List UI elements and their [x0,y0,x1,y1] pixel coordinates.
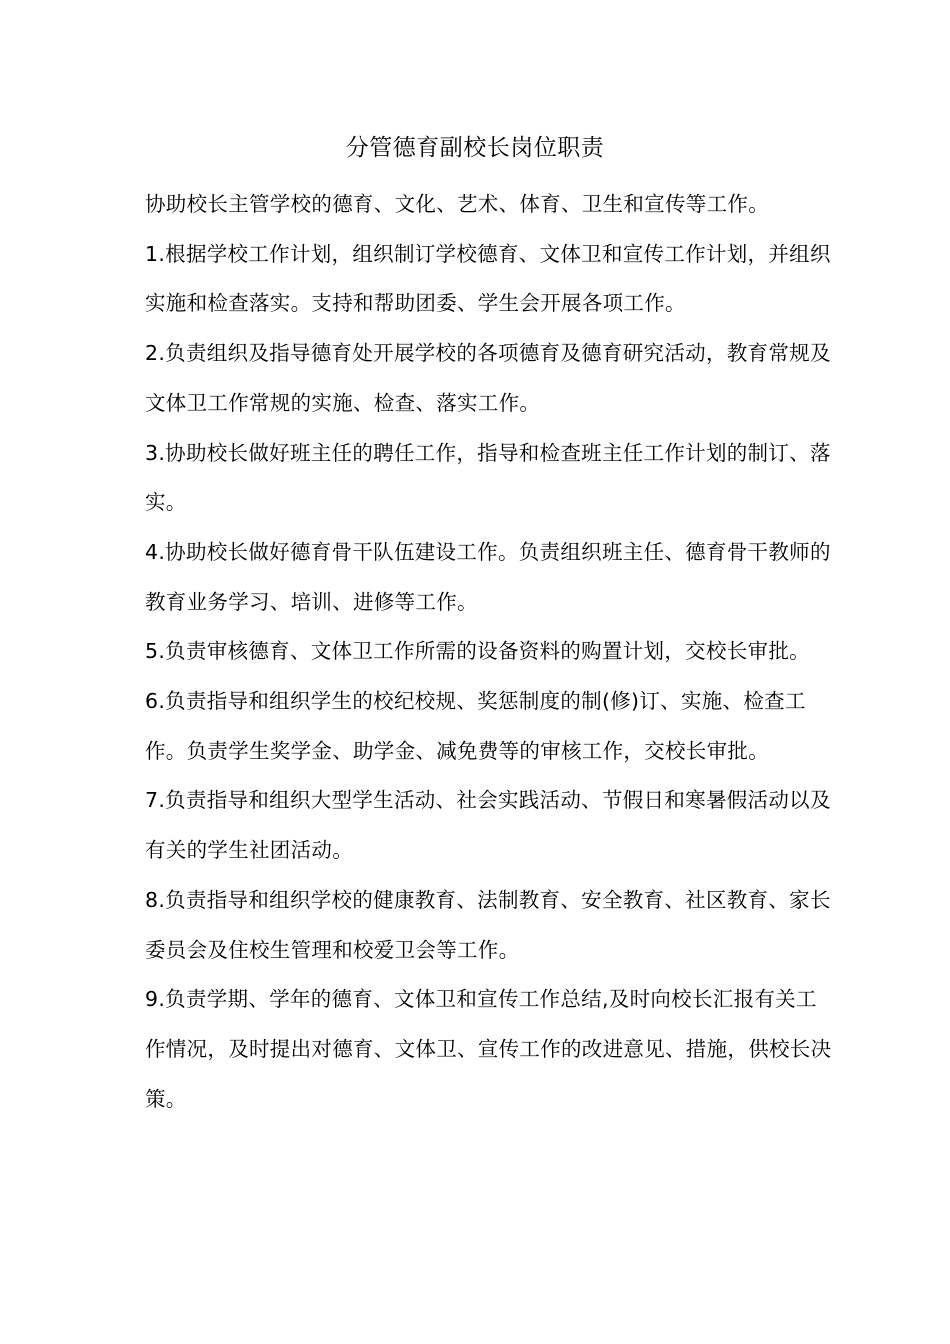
intro-paragraph: 协助校长主管学校的德育、文化、艺术、体育、卫生和宣传等工作。 [145,192,769,216]
duty-item-1: 1.根据学校工作计划，组织制订学校德育、文体卫和宣传工作计划，并组织实施和检查落实。支持和帮助团委、学生会开展各项工作。 [145,241,831,316]
duty-item-6: 6.负责指导和组织学生的校纪校规、奖惩制度的制(修)订、实施、检查工作。负责学生奖学金、助学金、减免费等的审核工作，交校长审批。 [145,689,806,763]
duty-item-4: 4.协助校长做好德育骨干队伍建设工作。负责组织班主任、德育骨干教师的教育业务学习、培训、进修等工作。 [145,539,831,614]
duty-item-3: 3.协助校长做好班主任的聘任工作，指导和检查班主任工作计划的制订、落实。 [145,440,831,515]
duty-item-2: 2.负责组织及指导德育处开展学校的各项德育及德育研究活动，教育常规及文体卫工作常规的实施、检查、落实工作。 [145,341,831,415]
duty-item-8: 8.负责指导和组织学校的健康教育、法制教育、安全教育、社区教育、家长委员会及住校生管理和校爱卫会等工作。 [145,887,831,962]
duty-item-7: 7.负责指导和组织大型学生活动、社会实践活动、节假日和寒暑假活动以及有关的学生社团活动。 [145,788,831,863]
duty-item-5: 5.负责审核德育、文体卫工作所需的设备资料的购置计划，交校长审批。 [145,639,810,664]
duty-item-9: 9.负责学期、学年的德育、文体卫和宣传工作总结,及时向校长汇报有关工作情况，及时提出对德育、文体卫、宣传工作的改进意见、措施，供校长决策。 [145,987,832,1111]
document-body [145,180,835,1124]
document-title: 分管德育副校长岗位职责 [345,135,605,161]
